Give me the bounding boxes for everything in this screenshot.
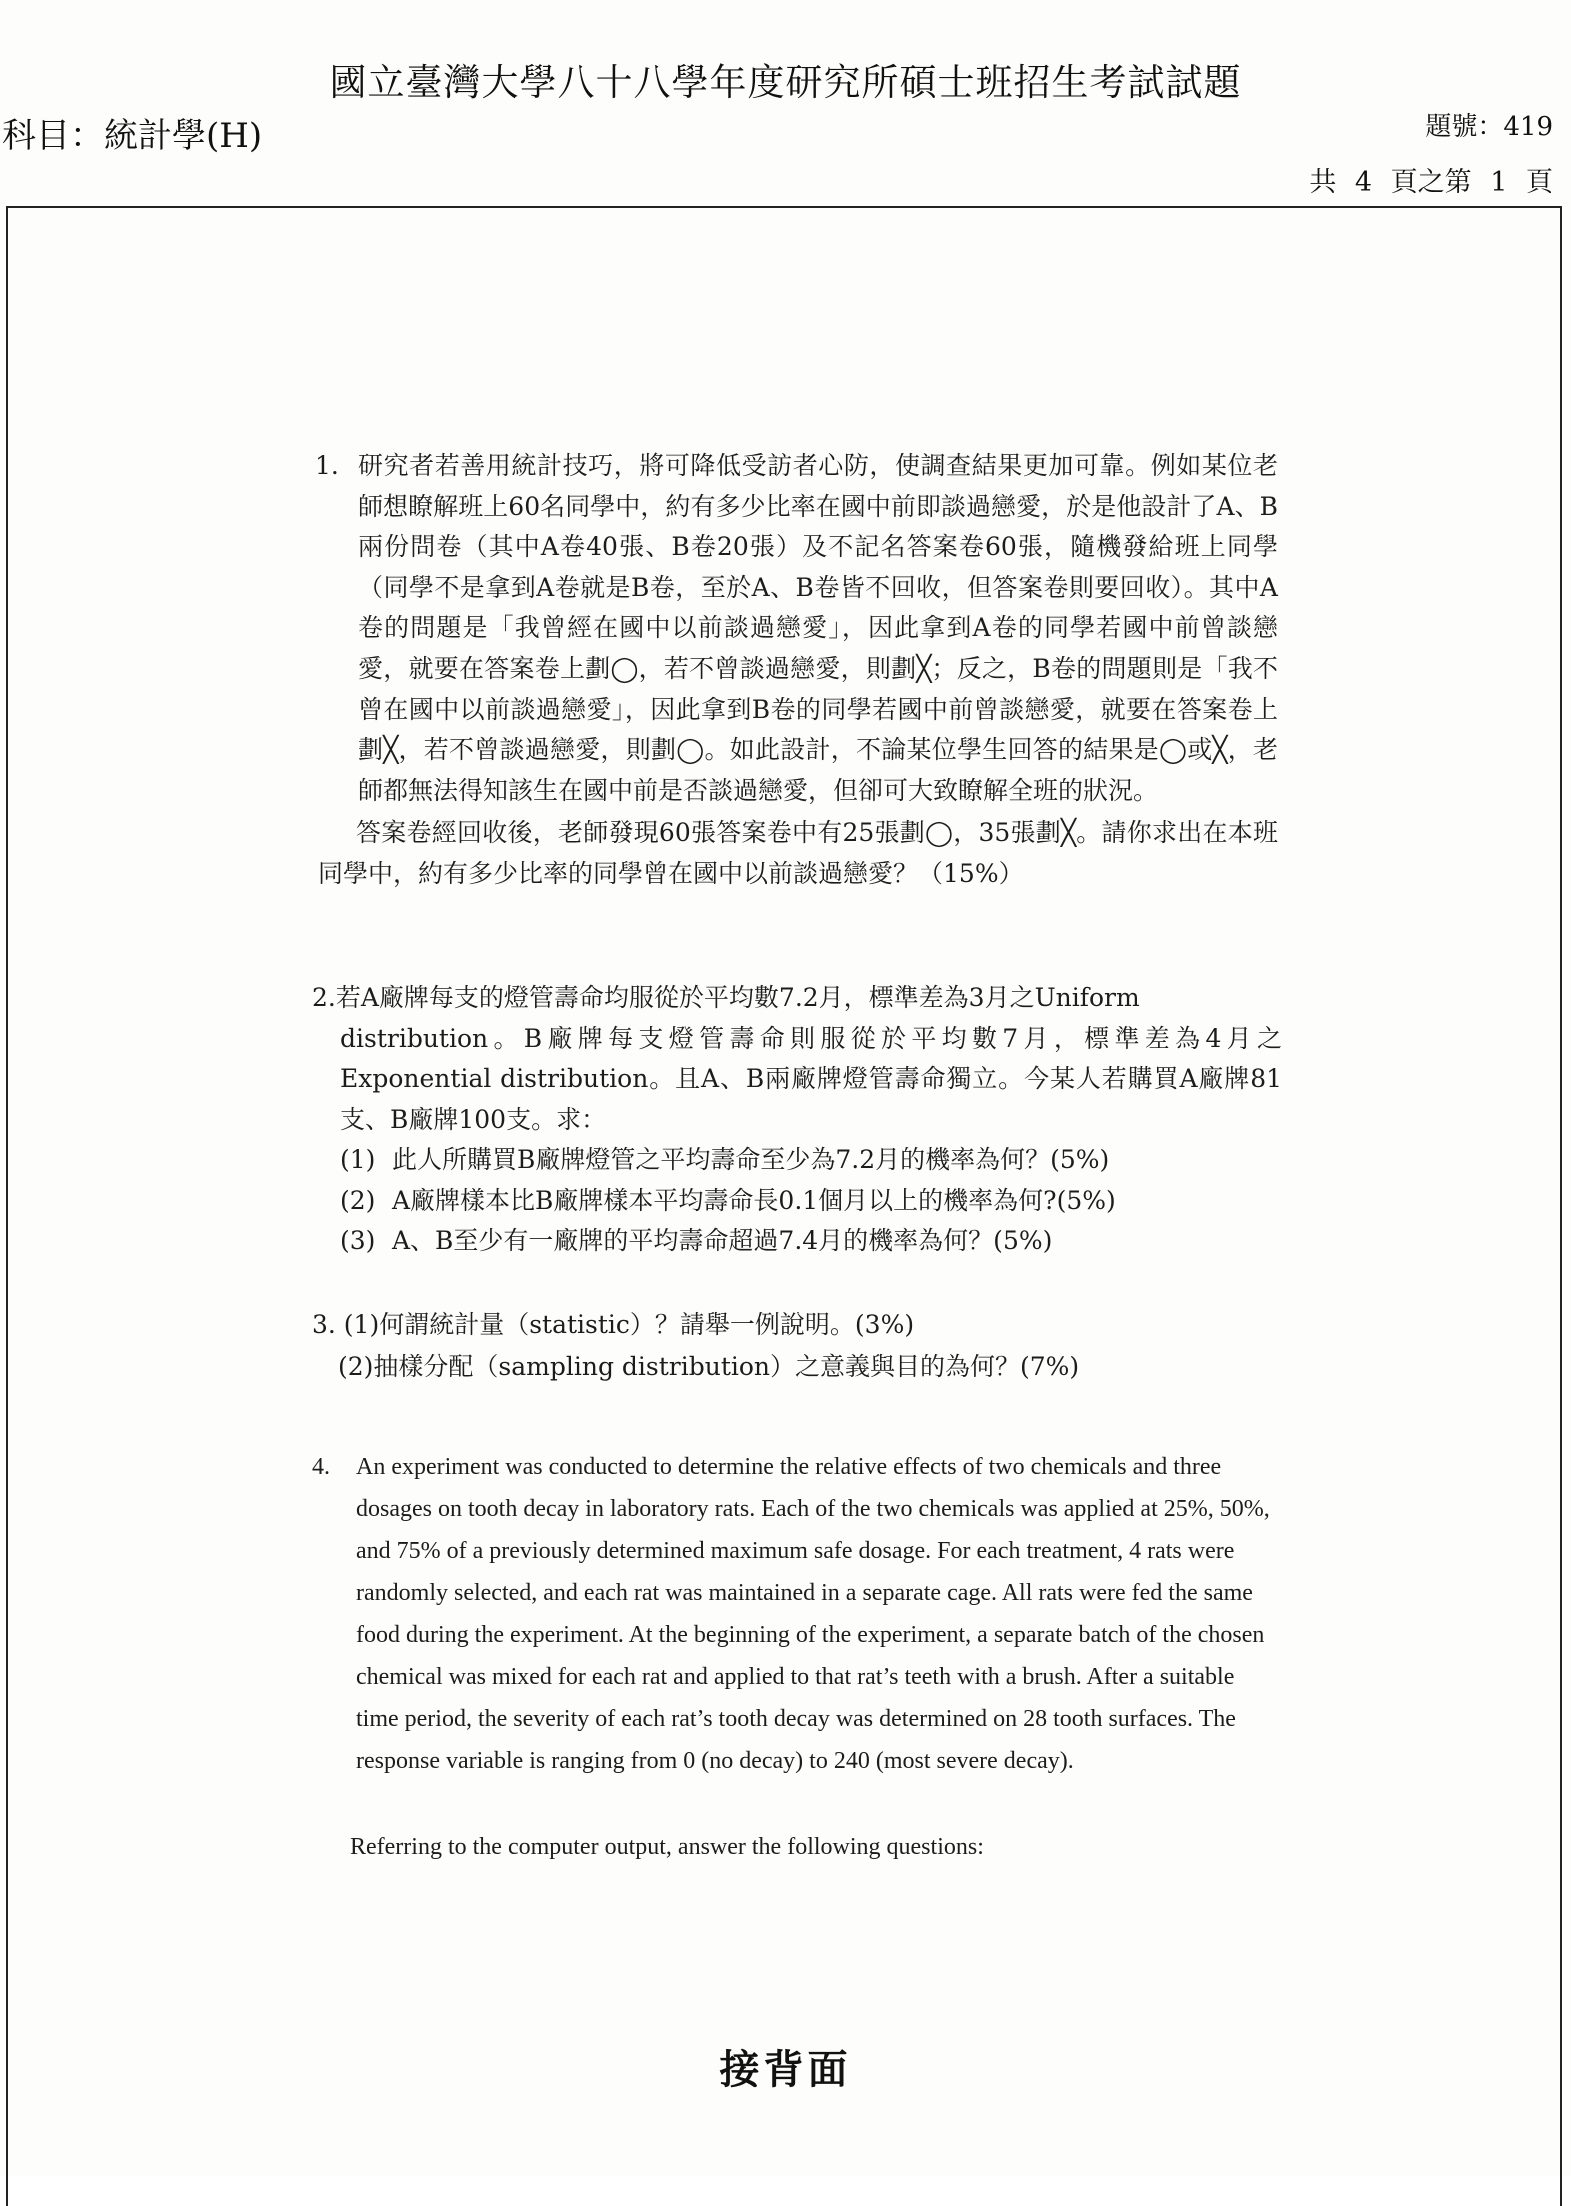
sub-index: (2) bbox=[340, 1185, 376, 1215]
question-3-line-2: (2)抽樣分配（sampling distribution）之意義與目的為何？(7%) bbox=[338, 1352, 1080, 1381]
question-code: 題號：419 bbox=[1425, 112, 1553, 142]
question-2-lead-rest: distribution。B廠牌每支燈管壽命則服從於平均數7月，標準差為4月之Exponential distribution。且A、B兩廠牌燈管壽命獨立。今某人若購買A廠牌81支、B廠牌100支。求： bbox=[340, 1023, 1282, 1134]
question-1-follow: 答案卷經回收後，老師發現60張答案卷中有25張劃◯，35張劃╳。請你求出在本班同學中，約有多少比率的同學曾在國中以前談過戀愛？（15%） bbox=[318, 818, 1278, 888]
question-2-lead-first: 2.若A廠牌每支的燈管壽命均服從於平均數7.2月，標準差為3月之Uniform bbox=[312, 983, 1140, 1012]
question-2-lead bbox=[312, 978, 1282, 1140]
question-1-text: 研究者若善用統計技巧，將可降低受訪者心防，使調查結果更加可靠。例如某位老師想瞭解班上60名同學中，約有多少比率在國中前即談過戀愛，於是他設計了A、B兩份問卷（其中A卷40張、B卷20張）及不記名答案卷60張，隨機發給班上同學（同學不是拿到A卷就是B卷，至於A、B卷皆不回收，但答案卷則要回收）。其中A卷的問題是「我曾經在國中以前談過戀愛」，因此拿到A卷的同學若國中前曾談戀愛，就要在答案卷上劃◯，若不曾談過戀愛，則劃╳；反之，B卷的問題則是「我不曾在國中以前談過戀愛」，因此拿到B卷的同學若國中前曾談戀愛，就要在答案卷上劃╳，若不曾談過戀愛，則劃◯。如此設計，不論某位學生回答的結果是◯或╳，老師都無法得知該生在國中前是否談過戀愛，但卻可大致瞭解全班的狀況。 bbox=[358, 451, 1278, 805]
sub-index: (3) bbox=[340, 1226, 376, 1255]
sub-index: (1) bbox=[340, 1145, 376, 1174]
sub-text: 此人所購買B廠牌燈管之平均壽命至少為7.2月的機率為何？(5%) bbox=[392, 1145, 1110, 1174]
question-3-line-1: 3. (1)何謂統計量（statistic）？請舉一例說明。(3%) bbox=[312, 1310, 915, 1339]
question-2 bbox=[312, 978, 1282, 1262]
question-4-number: 4. bbox=[312, 1454, 330, 1480]
page-count: 共 4 頁之第 1 頁 bbox=[1309, 167, 1553, 198]
question-1-number: 1. bbox=[315, 451, 339, 480]
sub-text: A廠牌樣本比B廠牌樣本平均壽命長0.1個月以上的機率為何?(5%) bbox=[392, 1185, 1116, 1215]
question-4-text: An experiment was conducted to determine the relative effects of two chemicals and three dosages on tooth decay in laboratory rats. Each of the two chemicals was applied at 25%, 50%, and 75% of a previously determined maximum safe dosage. For each treatment, 4 rats were randomly selected, and each rat was maintained in a separate cage. All rats were fed the same food during the experiment. At the beginning of the experiment, a separate batch of the chosen chemical was mixed for each rat and applied to that rat’s teeth with a brush. After a suitable time period, the severity of each rat’s tooth decay was determined on 28 tooth surfaces. The response variable is ranging from 0 (no decay) to 240 (most severe decay). bbox=[356, 1454, 1270, 1774]
question-3 bbox=[312, 1304, 1282, 1388]
subject-label: 科目：統計學(H) bbox=[2, 116, 263, 156]
sub-text: A、B至少有一廠牌的平均壽命超過7.4月的機率為何？(5%) bbox=[392, 1226, 1053, 1255]
question-2-sub-1 bbox=[312, 1140, 1282, 1181]
question-1 bbox=[315, 446, 1278, 895]
exam-title: 國立臺灣大學八十八學年度研究所碩士班招生考試試題 bbox=[329, 61, 1242, 104]
question-2-sub-3 bbox=[312, 1221, 1282, 1262]
continue-on-back-note: 接背面 bbox=[719, 2046, 852, 2093]
question-4-refer: Referring to the computer output, answer the following questions: bbox=[350, 1834, 984, 1860]
question-4 bbox=[312, 1446, 1272, 1868]
question-2-sub-2 bbox=[312, 1181, 1282, 1222]
